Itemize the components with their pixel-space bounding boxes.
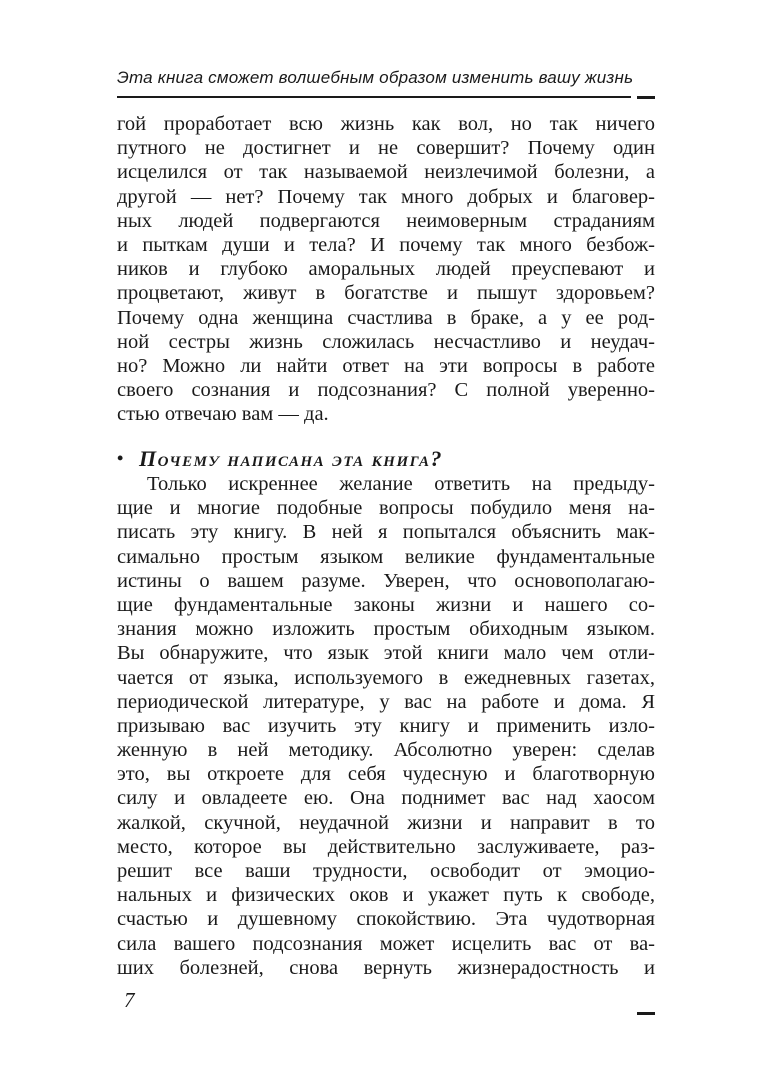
footer-dash-mark bbox=[637, 1012, 655, 1015]
text-line: жалкой, скучной, неудачной жизни и направит в то bbox=[117, 811, 655, 834]
text-line: ников и глубоко аморальных людей преуспевают и bbox=[117, 258, 655, 281]
paragraph-main bbox=[117, 472, 655, 980]
header-dash-mark bbox=[637, 96, 655, 99]
text-line: сила вашего подсознания может исцелить вас от ва- bbox=[117, 932, 655, 955]
text-line: нальных и физических оков и укажет путь к свободе, bbox=[117, 884, 655, 907]
section-title: Почему написана эта книга? bbox=[139, 446, 444, 471]
text-line: истины о вашем разуме. Уверен, что основополагаю- bbox=[117, 569, 655, 592]
text-line: силу и овладеете ею. Она поднимет вас над хаосом bbox=[117, 787, 655, 810]
text-line: женную в ней методику. Абсолютно уверен: сделав bbox=[117, 739, 655, 762]
text-line: исцелился от так называемой неизлечимой болезни, а bbox=[117, 161, 655, 184]
text-line: ных людей подвергаются неимоверным страданиям bbox=[117, 209, 655, 232]
text-line: призываю вас изучить эту книгу и применить изло- bbox=[117, 714, 655, 737]
text-line: место, которое вы действительно заслуживаете, раз- bbox=[117, 835, 655, 858]
text-line: симально простым языком великие фундаментальные bbox=[117, 545, 655, 568]
text-line: писать эту книгу. В ней я попытался объяснить мак- bbox=[117, 521, 655, 544]
text-line: процветают, живут в богатстве и пышут здоровьем? bbox=[117, 282, 655, 305]
text-line: но? Можно ли найти ответ на эти вопросы в работе bbox=[117, 354, 655, 377]
text-line: Только искреннее желание ответить на предыду- bbox=[147, 473, 655, 495]
text-line: счастью и душевному спокойствию. Эта чудотворная bbox=[117, 908, 655, 931]
text-line: и пыткам души и тела? И почему так много безбож- bbox=[117, 233, 655, 256]
text-line: знания можно изложить простым обиходным языком. bbox=[117, 618, 655, 641]
paragraph-continuation bbox=[117, 112, 655, 426]
text-line: путного не достигнет и не совершит? Почему один bbox=[117, 137, 655, 160]
text-line: это, вы откроете для себя чудесную и благотворную bbox=[117, 763, 655, 786]
text-line: ной сестры жизнь сложилась несчастливо и неудач- bbox=[117, 330, 655, 353]
text-line: щие фундаментальные законы жизни и нашего со- bbox=[117, 593, 655, 616]
text-line: периодической литературе, у вас на работе и дома. Я bbox=[117, 690, 655, 713]
running-head: Эта книга сможет волшебным образом изменить вашу жизнь bbox=[117, 68, 634, 87]
text-line: другой — нет? Почему так много добрых и благовер- bbox=[117, 185, 655, 208]
text-line: Вы обнаружите, что язык этой книги мало чем отли- bbox=[117, 642, 655, 665]
text-line: гой проработает всю жизнь как вол, но так ничего bbox=[117, 113, 655, 135]
section-heading bbox=[117, 446, 443, 472]
text-line: чается от языка, используемого в ежедневных газетах, bbox=[117, 666, 655, 689]
bullet-icon: • bbox=[117, 448, 125, 468]
text-line: своего сознания и подсознания? С полной уверенно- bbox=[117, 379, 655, 402]
header-rule bbox=[117, 96, 631, 98]
text-line: щие и многие подобные вопросы побудило меня на- bbox=[117, 497, 655, 520]
text-line: решит все ваши трудности, освободит от эмоцио- bbox=[117, 860, 655, 882]
text-line: ших болезней, снова вернуть жизнерадостность и bbox=[117, 956, 655, 979]
page-number: 7 bbox=[124, 988, 135, 1012]
text-line: стью отвечаю вам — да. bbox=[117, 403, 329, 426]
text-line: Почему одна женщина счастлива в браке, а у ее род- bbox=[117, 306, 655, 329]
